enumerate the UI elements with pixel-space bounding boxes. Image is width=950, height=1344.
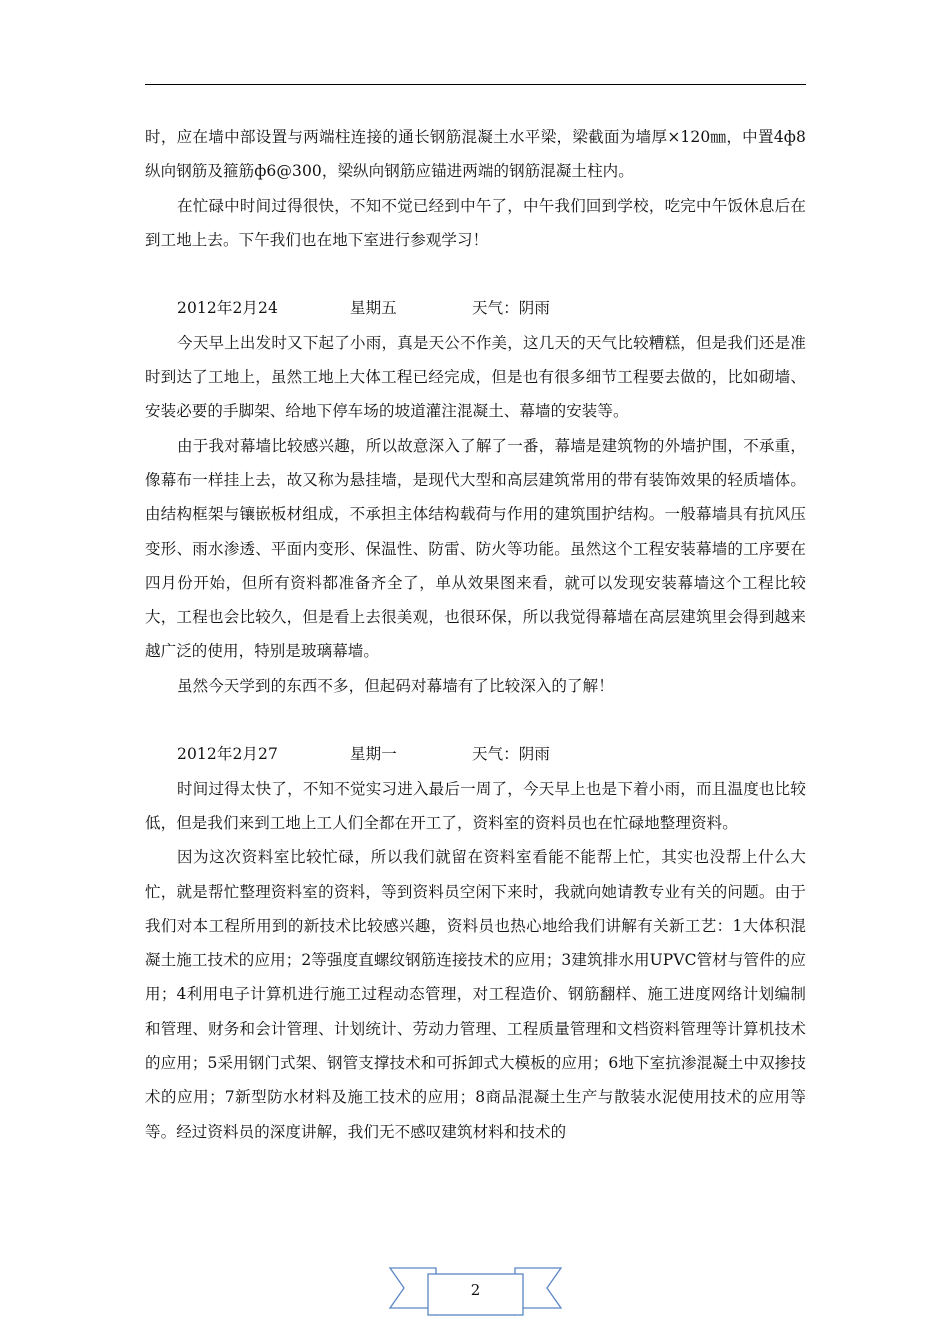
page-number: 2 [470, 1281, 481, 1299]
blank-line [145, 703, 806, 737]
entry-weekday: 星期一 [350, 745, 397, 764]
diary-date-line [145, 737, 806, 771]
entry-date: 2012年2月24 [177, 299, 278, 318]
paragraph: 时，应在墙中部设置与两端柱连接的通长钢筋混凝土水平梁，梁截面为墙厚×120㎜，中置4ф8纵向钢筋及箍筋ф6@300，梁纵向钢筋应锚进两端的钢筋混凝土柱内。 [145, 128, 806, 181]
blank-line [145, 257, 806, 291]
paragraph: 在忙碌中时间过得很快，不知不觉已经到中午了，中午我们回到学校，吃完中午饭休息后在到工地上去。下午我们也在地下室进行参观学习！ [145, 196, 806, 249]
paragraph: 由于我对幕墙比较感兴趣，所以故意深入了解了一番，幕墙是建筑物的外墙护围，不承重，像幕布一样挂上去，故又称为悬挂墙，是现代大型和高层建筑常用的带有装饰效果的轻质墙体。由结构框架与镶嵌板材组成，不承担主体结构载荷与作用的建筑围护结构。一般幕墙具有抗风压变形、雨水渗透、平面内变形、保温性、防雷、防火等功能。虽然这个工程安装幕墙的工序要在四月份开始，但所有资料都准备齐全了，单从效果图来看，就可以发现安装幕墙这个工程比较大，工程也会比较久，但是看上去很美观，也很环保，所以我觉得幕墙在高层建筑里会得到越来越广泛的使用，特别是玻璃幕墙。 [145, 436, 806, 661]
paragraph: 时间过得太快了，不知不觉实习进入最后一周了，今天早上也是下着小雨，而且温度也比较低，但是我们来到工地上工人们全都在开工了，资料室的资料员也在忙碌地整理资料。 [145, 779, 806, 832]
diary-date-line [145, 291, 806, 325]
entry-weekday: 星期五 [350, 299, 397, 318]
paragraph: 今天早上出发时又下起了小雨，真是天公不作美，这几天的天气比较糟糕，但是我们还是准时到达了工地上，虽然工地上大体工程已经完成，但是也有很多细节工程要去做的，比如砌墙、安装必要的手脚架、给地下停车场的坡道灌注混凝土、幕墙的安装等。 [145, 333, 806, 421]
paragraph: 虽然今天学到的东西不多，但起码对幕墙有了比较深入的了解！ [177, 676, 614, 695]
body-text [145, 120, 806, 1149]
entry-weather: 天气：阴雨 [472, 299, 551, 318]
page-footer [388, 1262, 563, 1322]
paragraph: 因为这次资料室比较忙碌，所以我们就留在资料室看能不能帮上忙，其实也没帮上什么大忙，就是帮忙整理资料室的资料，等到资料员空闲下来时，我就向她请教专业有关的问题。由于我们对本工程所用到的新技术比较感兴趣，资料员也热心地给我们讲解有关新工艺：1大体积混凝土施工技术的应用；2等强度直螺纹钢筋连接技术的应用；3建筑排水用UPVC管材与管件的应用；4利用电子计算机进行施工过程动态管理，对工程造价、钢筋翻样、施工进度网络计划编制和管理、财务和会计管理、计划统计、劳动力管理、工程质量管理和文档资料管理等计算机技术的应用；5采用钢门式架、钢管支撑技术和可拆卸式大模板的应用；6地下室抗渗混凝土中双掺技术的应用；7新型防水材料及施工技术的应用；8商品混凝土生产与散装水泥使用技术的应用等等。经过资料员的深度讲解，我们无不感叹建筑材料和技术的 [145, 848, 806, 1141]
header-rule [145, 84, 806, 85]
entry-weather: 天气：阴雨 [472, 745, 551, 764]
entry-date: 2012年2月27 [177, 745, 278, 764]
